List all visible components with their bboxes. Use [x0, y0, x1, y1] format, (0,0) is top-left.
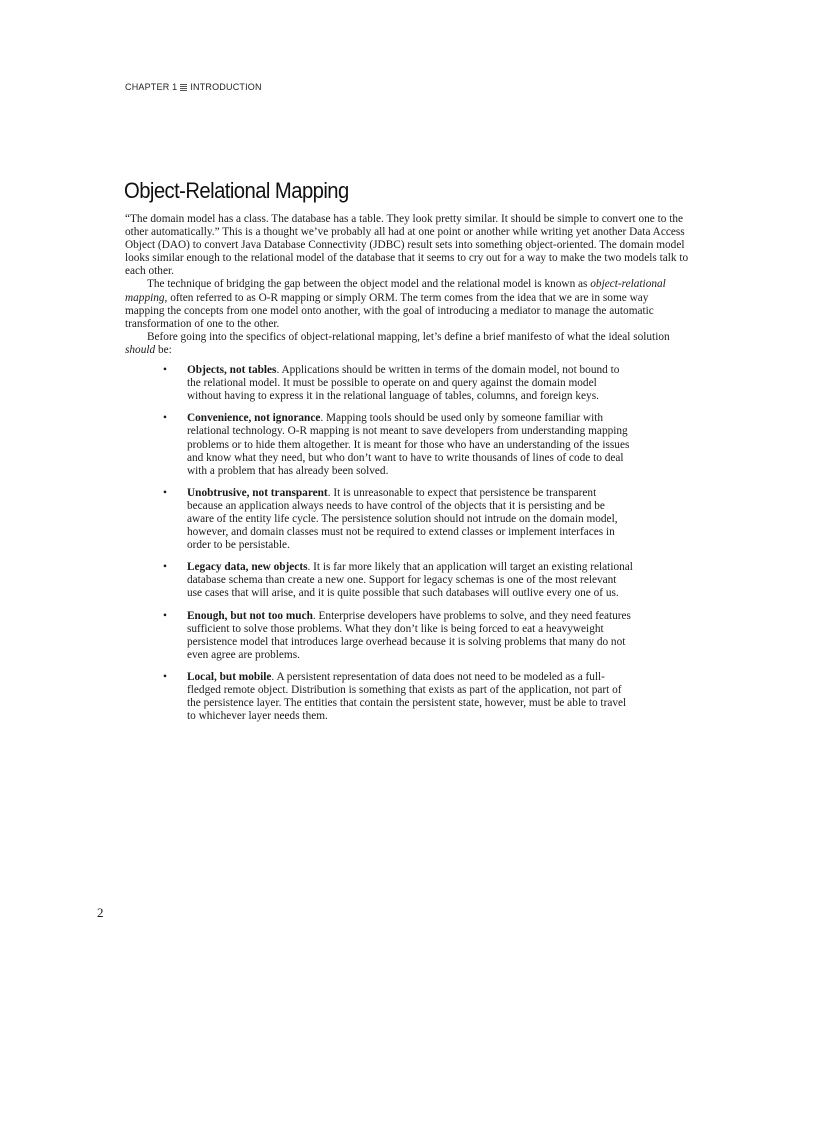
- item-term: Convenience, not ignorance: [187, 412, 321, 425]
- body-text: [125, 213, 689, 732]
- bullet-icon: •: [163, 670, 167, 683]
- paragraph: [125, 331, 689, 357]
- paragraph-text: The technique of bridging the gap between the object model and the relational model is known as: [147, 278, 591, 291]
- item-text: . Enterprise developers have problems to solve, and they need features sufficient to solve those problems. What they don’t like is being forced to eat a heavyweight persistence model that introduces large overhead because it is solving problems that many do not even agree are problems.: [187, 609, 631, 661]
- item-text: . A persistent representation of data does not need to be modeled as a full-fledged remote object. Distribution is something that exists as part of the application, not part of the persistence layer. The entities that contain the persistent state, however, must be able to travel to whichever layer needs them.: [187, 670, 627, 723]
- item-term: Unobtrusive, not transparent: [187, 486, 328, 499]
- bullet-icon: •: [163, 561, 167, 574]
- page-number: 2: [97, 905, 104, 920]
- item-text: . It is far more likely that an application will target an existing relational database schema than create a new one. Support for legacy schemas is one of the most relevant use cases that will arise, and it is quite possible that such databases will outlive every one of us.: [187, 561, 633, 600]
- item-text: . It is unreasonable to expect that persistence be transparent because an application always needs to have control of the objects that it is persisting and be aware of the entity life cycle. The persistence solution should not intrude on the domain model, however, and domain classes must not be required to extend classes or implement interfaces in order to be persistable.: [187, 486, 618, 552]
- item-term: Enough, but not too much: [187, 609, 313, 622]
- manifesto-list: [125, 364, 689, 723]
- paragraph: [125, 278, 689, 330]
- list-item: [125, 412, 633, 477]
- bullet-icon: •: [163, 609, 167, 622]
- item-term: Objects, not tables: [187, 364, 277, 377]
- item-text: . Applications should be written in terms of the domain model, not bound to the relational model. It must be possible to operate on and query against the domain model without having to express it in the relational language of tables, columns, and foreign keys.: [187, 364, 620, 403]
- list-item: [125, 487, 633, 552]
- paragraph-text: be:: [155, 343, 172, 356]
- paragraph-text: “The domain model has a class. The database has a table. They look pretty similar. It should be simple to convert one to the other automatically.” This is a thought we’ve probably all had at one point or another while writing yet another Data Access Object (DAO) to convert Java Database Connectivity (JDBC) result sets into something object-oriented. The domain model looks similar enough to the relational model of the database that it seems to cry out for a way to make the two models talk to each other.: [125, 213, 689, 278]
- item-text: . Mapping tools should be used only by someone familiar with relational technology. O-R mapping is not meant to save developers from understanding mapping problems or to hide them altogether. It is meant for those who have an understanding of the issues and know what they need, but who don’t want to have to write thousands of lines of code to deal with a problem that has already been solved.: [187, 412, 630, 477]
- paragraph-text: Before going into the specifics of object-relational mapping, let’s define a brief manifesto of what the ideal solution: [147, 330, 670, 343]
- section-label: INTRODUCTION: [190, 82, 262, 92]
- bullet-icon: •: [163, 364, 167, 377]
- item-term: Local, but mobile: [187, 670, 272, 683]
- paragraph-text: , often referred to as O-R mapping or simply ORM. The term comes from the idea that we are in some way mapping the concepts from one model onto another, with the goal of introducing a mediator to manage the automatic transformation of one to the other.: [125, 291, 654, 330]
- list-item: [125, 561, 633, 600]
- section-title: Object-Relational Mapping: [124, 178, 349, 203]
- square-hatch-icon: [180, 84, 187, 91]
- list-item: [125, 364, 633, 403]
- running-head: [125, 82, 262, 92]
- emphasis: object-relational mapping: [125, 278, 666, 304]
- list-item: [125, 610, 633, 662]
- list-item: [125, 671, 633, 723]
- chapter-label: CHAPTER 1: [125, 82, 178, 92]
- item-term: Legacy data, new objects: [187, 561, 308, 574]
- bullet-icon: •: [163, 486, 167, 499]
- paragraph: [125, 213, 689, 278]
- emphasis: should: [125, 343, 156, 356]
- bullet-icon: •: [163, 412, 167, 425]
